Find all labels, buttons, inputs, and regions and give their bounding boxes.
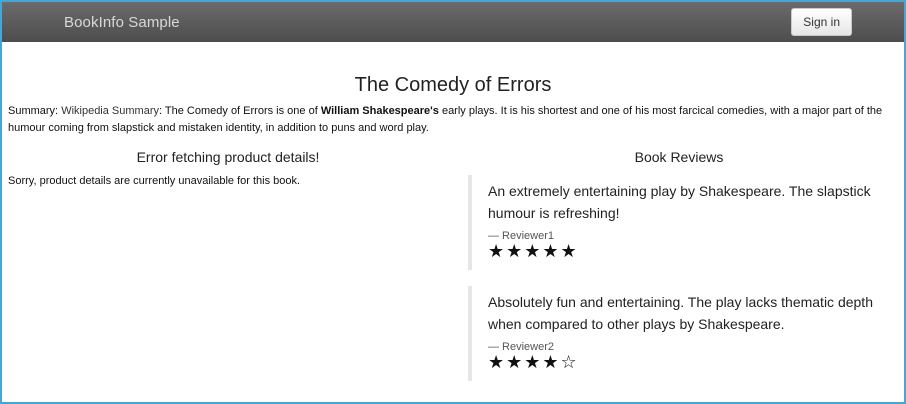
star-rating: ★★★★☆ [488,352,579,373]
star-rating: ★★★★★ [488,241,579,262]
product-details-column [2,149,454,397]
summary-prefix: Summary: [8,105,62,117]
review-item [468,286,904,381]
reviewer-name: — Reviewer2 [488,341,555,353]
summary-author: William Shakespeare's [320,105,439,117]
reviews-column [454,149,904,397]
details-error-heading: Error fetching product details! [136,149,320,165]
review-text: Absolutely fun and entertaining. The play lacks thematic depth when compared to other plays by Shakespeare. [488,294,873,332]
summary-text-2: early plays. It is his shortest and one of his most farcical comedies, with a major part of the humour coming from slapstick and mistaken identity, in addition to puns and word play. [8,105,883,134]
brand-title[interactable]: BookInfo Sample [64,13,180,31]
navbar [2,2,904,42]
summary-text-1: : The Comedy of Errors is one of [159,105,321,117]
reviewer-name: — Reviewer1 [488,230,555,242]
details-error-message: Sorry, product details are currently unavailable for this book. [8,175,301,187]
sign-in-button[interactable]: Sign in [791,8,852,36]
review-text: An extremely entertaining play by Shakespeare. The slapstick humour is refreshing! [488,183,871,221]
book-title: The Comedy of Errors [354,74,552,96]
content-columns [2,149,904,397]
reviews-heading: Book Reviews [634,149,724,165]
wikipedia-summary-link[interactable]: Wikipedia Summary [61,105,159,117]
review-item [468,175,904,270]
book-summary [2,103,904,137]
